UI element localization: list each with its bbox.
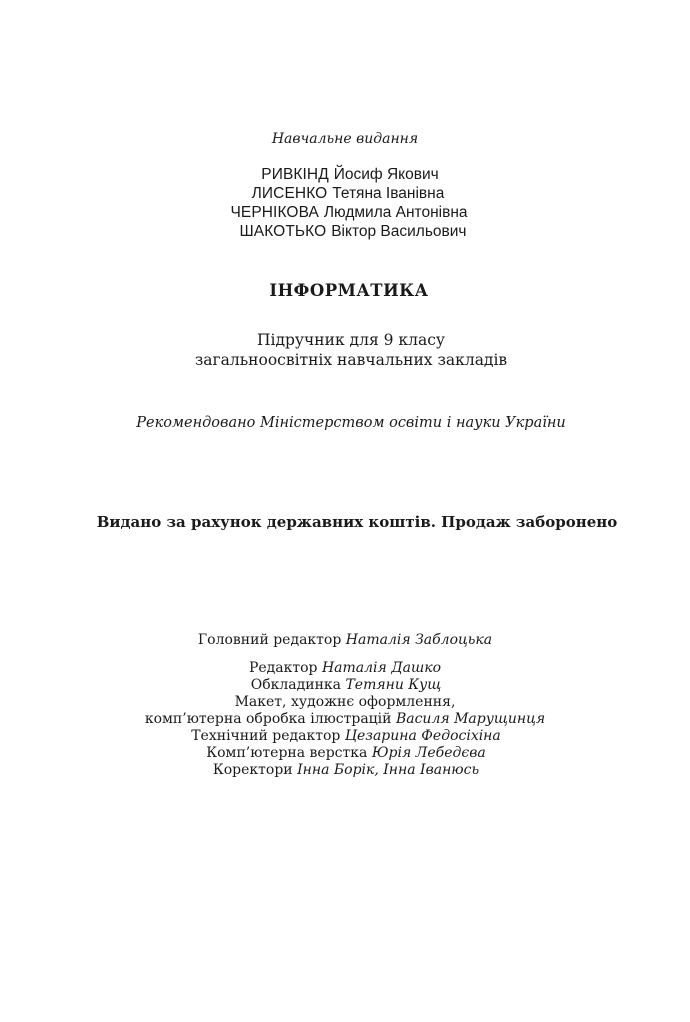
ministry-recommendation-text: Рекомендовано Міністерством освіти і науки України (136, 415, 566, 431)
proofreaders-credit (0, 762, 690, 779)
author-given-name: Тетяна Іванівна (332, 185, 445, 202)
credit-name: Тетяни Кущ (345, 677, 442, 693)
credit-role: Коректори (212, 762, 293, 778)
author-surname: ЧЕРНІКОВА (230, 204, 319, 221)
author-surname: РИВКІНД (261, 166, 329, 183)
edition-type-text: Навчальне видання (271, 131, 419, 147)
credit-name: Інна Борік, Інна Іванюсь (297, 762, 480, 778)
credit-name: Василя Марущинця (395, 711, 546, 727)
credit-role: Головний редактор (197, 632, 342, 648)
free-distribution-notice (0, 513, 690, 531)
credit-role: Комп’ютерна верстка (206, 745, 368, 761)
author-surname: ШАКОТЬКО (239, 223, 327, 240)
authors-list (0, 165, 690, 241)
book-subtitle (0, 330, 690, 370)
author-given-name: Людмила Антонівна (323, 204, 468, 221)
author-1 (0, 165, 690, 184)
subtitle-line-2: загальноосвітніх навчальних закладів (194, 351, 508, 369)
cover-credit (0, 677, 690, 694)
author-given-name: Віктор Васильович (331, 223, 467, 240)
credit-name: Наталія Заблоцька (345, 632, 493, 648)
credit-name: Цезарина Федосіхіна (344, 728, 501, 744)
credit-role: комп’ютерна обробка ілюстрацій (144, 711, 392, 727)
author-given-name: Йосиф Якович (333, 166, 439, 183)
editor-credit (0, 660, 690, 677)
chief-editor-line (0, 632, 690, 648)
credit-role: Редактор (248, 660, 318, 676)
ministry-recommendation (0, 415, 690, 431)
edition-type (0, 131, 690, 147)
subtitle-line-1: Підручник для 9 класу (256, 331, 446, 349)
chief-editor-credit (0, 632, 690, 648)
credits-list (0, 660, 690, 779)
tech-editor-credit (0, 728, 690, 745)
book-title (0, 281, 690, 300)
credit-role: Обкладинка (250, 677, 341, 693)
author-3 (0, 203, 690, 222)
layout-credit-line-2 (0, 711, 690, 728)
credit-name: Наталія Дашко (321, 660, 442, 676)
author-2 (0, 184, 690, 203)
author-surname: ЛИСЕНКО (251, 185, 328, 202)
credit-name: Юрія Лебедєва (371, 745, 486, 761)
layout-credit-line-1: Макет, художнє оформлення, (234, 694, 456, 710)
author-4 (0, 222, 690, 241)
free-distribution-text: Видано за рахунок державних коштів. Продаж заборонено (96, 513, 618, 531)
credit-role: Технічний редактор (191, 728, 341, 744)
typesetting-credit (0, 745, 690, 762)
book-title-text: ІНФОРМАТИКА (269, 281, 429, 300)
